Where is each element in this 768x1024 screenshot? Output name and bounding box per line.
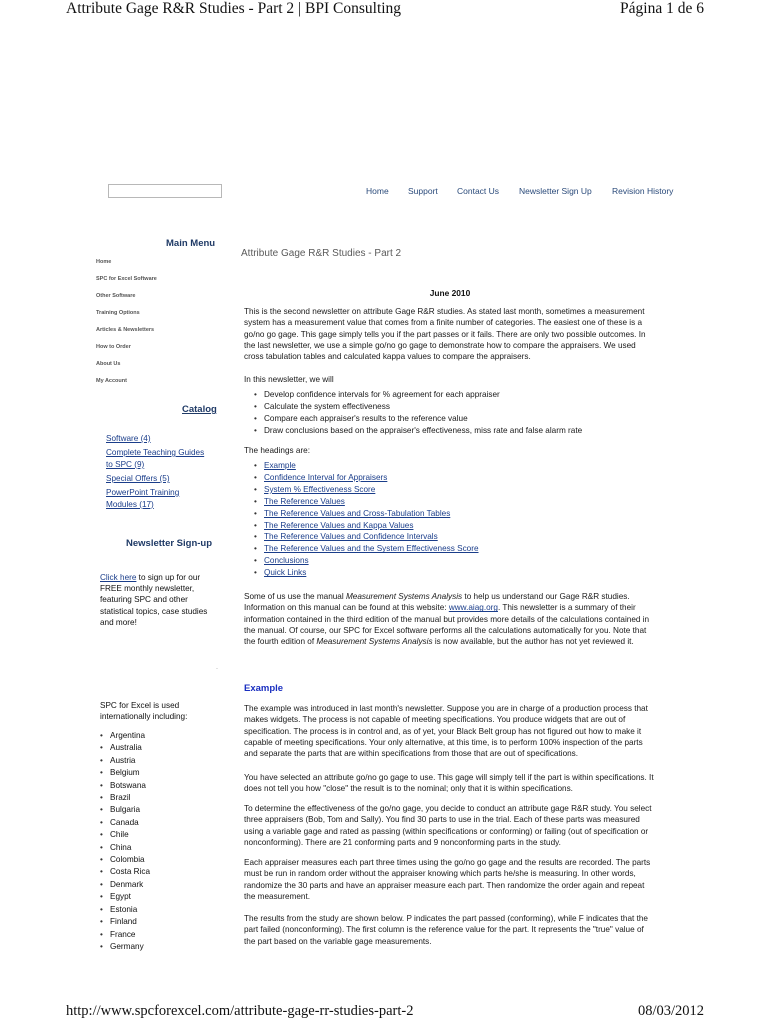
list-item: • Develop confidence intervals for % agreement for each appraiser (254, 389, 582, 401)
heading-link-reference-values[interactable]: The Reference Values (264, 496, 345, 506)
menu-item-about-us[interactable]: About Us (96, 361, 121, 367)
heading-link-item (254, 508, 479, 520)
catalog-item-powerpoint[interactable]: PowerPoint Training (106, 488, 180, 497)
manual-text-c: . This newsletter is a summary of their information contained in the third edition of the manual but provides more details of the calculations contained in the manual. Of course, our SPC for Excel software performs all the calculations automatically for you. Note that the fourth edition of (244, 603, 650, 647)
heading-link-item (254, 555, 479, 567)
menu-item-home[interactable]: Home (96, 259, 112, 265)
list-item: • Argentina (100, 730, 150, 742)
print-title: Attribute Gage R&R Studies - Part 2 | BPI Consulting (66, 0, 402, 17)
heading-link-cross-tabulation[interactable]: The Reference Values and Cross-Tabulation Tables (264, 508, 451, 518)
heading-link-conclusions[interactable]: Conclusions (264, 556, 309, 566)
list-item: • Denmark (100, 879, 150, 891)
list-item: • Finland (100, 916, 150, 928)
nav-support[interactable]: Support (408, 186, 438, 196)
heading-link-system-effectiveness-score[interactable]: The Reference Values and the System Effectiveness Score (264, 544, 479, 554)
list-item: • Estonia (100, 904, 150, 916)
manual-text-a: Some of us use the manual (244, 592, 346, 601)
list-item: • Canada (100, 817, 150, 829)
nav-revision-history[interactable]: Revision History (612, 186, 674, 196)
list-item: • Botswana (100, 780, 150, 792)
catalog-item-powerpoint-2[interactable]: Modules (17) (106, 500, 154, 509)
heading-link-item (254, 531, 479, 543)
heading-link-item (254, 567, 479, 579)
list-item: • China (100, 842, 150, 854)
heading-link-item (254, 543, 479, 555)
heading-link-kappa-values[interactable]: The Reference Values and Kappa Values (264, 520, 414, 530)
list-item: • Costa Rica (100, 866, 150, 878)
heading-link-item (254, 520, 479, 532)
menu-item-spc-software[interactable]: SPC for Excel Software (96, 276, 157, 282)
catalog-item-software[interactable]: Software (4) (106, 434, 151, 443)
manual-title-em: Measurement Systems Analysis (345, 592, 463, 601)
menu-item-how-to-order[interactable]: How to Order (96, 344, 131, 350)
menu-item-training-options[interactable]: Training Options (96, 310, 140, 316)
example-paragraph-3: To determine the effectiveness of the go/no gage, you decide to conduct an attribute gage R&R study. You select three appraisers (Bob, Tom and Sally). You find 30 parts to use in the trial. Each of these parts was measured using a variable gage and rated as passing (within specifications or conforming) or failing (out of specification or nonconforming). There are 21 conforming parts and 9 nonconforming parts in the study. (244, 804, 652, 847)
menu-item-my-account[interactable]: My Account (96, 378, 127, 384)
catalog-title: Catalog (182, 404, 217, 415)
example-paragraph-5: The results from the study are shown below. P indicates the part passed (conforming), while F indicates that the part failed (nonconforming). The first column is the reference value for the part. It represents the "true" value of the part based on the variable gage measurements. (244, 914, 648, 946)
newsletter-click-here-link[interactable]: Click here (100, 573, 137, 582)
manual-title-em-2: Measurement Systems Analysis (316, 637, 433, 647)
in-this-newsletter: In this newsletter, we will (244, 375, 334, 384)
list-item: • Chile (100, 829, 150, 841)
headings-label: The headings are: (244, 446, 310, 455)
country-list (100, 730, 150, 953)
list-item: • Calculate the system effectiveness (254, 401, 582, 413)
heading-link-item (254, 472, 479, 484)
example-heading: Example (244, 683, 284, 694)
list-item: • Australia (100, 742, 150, 754)
example-paragraph-4: Each appraiser measures each part three times using the go/no go gage and the results are recorded. The parts must be run in random order without the appraiser knowing which parts he/she is measuring. In other words, randomize the 30 parts and have an appraiser measure each part. Then randomize the order again and repeat the measurement. (244, 858, 651, 901)
example-paragraph-2: You have selected an attribute go/no go gage to use. This gage will simply tell if the part is within specifications. It does not tell you how "close" the result is to the nominal; only that it is within specifications. (244, 773, 654, 794)
heading-link-quick-links[interactable]: Quick Links (264, 568, 307, 578)
print-page-number: Página 1 de 6 (620, 0, 704, 17)
intro-paragraph: This is the second newsletter on attribute Gage R&R studies. As stated last month, sometimes a measurement system has a measurement value that comes from a finite number of categories. The easiest one of these is a go/no go gage. This gage simply tells you if the part passes or it fails. There are only two possible outcomes. In the last newsletter, we use a simple go/no go gage to demonstrate how to compare the appraisers. We used cross tabulation tables and calculated kappa values to compare the appraisers. (244, 307, 646, 362)
aiag-link[interactable]: www.aiag.org (448, 603, 498, 613)
nav-home[interactable]: Home (366, 186, 389, 196)
catalog-item-teaching-guides-2[interactable]: to SPC (9) (106, 460, 145, 469)
heading-link-item (254, 460, 479, 472)
example-paragraph-1: The example was introduced in last month's newsletter. Suppose you are in charge of a production process that makes widgets. The process is not capable of meeting specifications. You produce widgets that are out of specification. The process is in control and, as of yet, your Black Belt group has not figured out how to make it capable of meeting specifications. Your only alternative, at this time, is to perform 100% inspection of the parts and separate the parts that are within specifications from those that are out of specifications. (244, 704, 648, 759)
newsletter-signup-text (100, 572, 218, 628)
newsletter-signup-title: Newsletter Sign-up (126, 538, 213, 549)
list-item: • France (100, 929, 150, 941)
search-input[interactable] (108, 184, 222, 198)
list-item: • Egypt (100, 891, 150, 903)
top-nav (360, 186, 680, 200)
list-item: • Brazil (100, 792, 150, 804)
print-footer (66, 1000, 704, 1024)
list-item: • Belgium (100, 767, 150, 779)
goals-list (254, 389, 582, 437)
catalog-item-teaching-guides[interactable]: Complete Teaching Guides (106, 448, 205, 457)
menu-item-articles[interactable]: Articles & Newsletters (96, 327, 155, 333)
print-url: http://www.spcforexcel.com/attribute-gage-rr-studies-part-2 (66, 1003, 414, 1019)
heading-link-confidence-interval[interactable]: Confidence Interval for Appraisers (264, 472, 388, 482)
heading-link-confidence-intervals[interactable]: The Reference Values and Confidence Intervals (264, 532, 438, 542)
list-item: • Germany (100, 941, 150, 953)
heading-link-example[interactable]: Example (264, 461, 296, 470)
separator-dot: · (216, 666, 218, 672)
article-date: June 2010 (429, 288, 471, 298)
print-date: 08/03/2012 (637, 1003, 704, 1019)
list-item: • Compare each appraiser's results to the reference value (254, 413, 582, 425)
catalog-item-special-offers[interactable]: Special Offers (5) (106, 474, 170, 483)
heading-link-system-effectiveness[interactable]: System % Effectiveness Score (264, 484, 376, 494)
list-item: • Austria (100, 755, 150, 767)
newsletter-signup-copy: to sign up for our FREE monthly newsletter, featuring SPC and other statistical topics, case studies and more! (100, 573, 208, 627)
list-item: • Draw conclusions based on the appraiser's effectiveness, miss rate and false alarm rate (254, 425, 582, 437)
nav-contact-us[interactable]: Contact Us (457, 186, 500, 196)
headings-list (254, 460, 479, 579)
list-item: • Colombia (100, 854, 150, 866)
nav-newsletter-sign-up[interactable]: Newsletter Sign Up (519, 186, 592, 196)
main-menu-title: Main Menu (166, 238, 216, 249)
article-title: Attribute Gage R&R Studies - Part 2 (241, 248, 402, 259)
manual-paragraph (244, 591, 656, 647)
print-header (66, 0, 704, 24)
manual-text-b: to help us understand our Gage R&R studies. Information on this manual can be found at this website: (244, 592, 630, 613)
heading-link-item (254, 496, 479, 508)
list-item: • Bulgaria (100, 804, 150, 816)
manual-text-d: is now available, but the author has not yet reviewed it. (432, 637, 634, 647)
international-text: SPC for Excel is used internationally including: (100, 701, 188, 722)
heading-link-item (254, 484, 479, 496)
menu-item-other-software[interactable]: Other Software (96, 293, 136, 299)
